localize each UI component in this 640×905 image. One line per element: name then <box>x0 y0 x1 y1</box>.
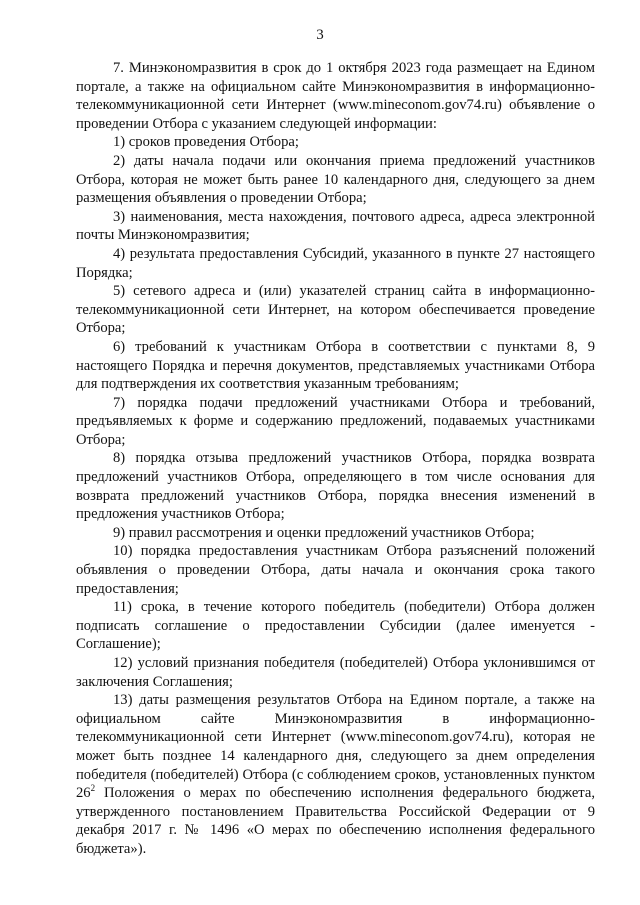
list-item-7: 7) порядка подачи предложений участниками Отбора и требований, предъявляемых к форме и содержанию предложений, подаваемых участниками Отбора; <box>76 394 595 448</box>
list-item-2: 2) даты начала подачи или окончания приема предложений участников Отбора, которая не может быть ранее 10 календарного дня, следующего за днем размещения объявления о проведении Отбора; <box>76 152 595 207</box>
list-item-11: 11) срока, в течение которого победитель (победители) Отбора должен подписать соглашение о предоставлении Субсидии (далее именуется - Соглашение); <box>76 599 595 653</box>
list-item-13-text-after: Положения о мерах по обеспечению исполнения федерального бюджета, утвержденного постановлением Правительства Российской Федерации от 9 декабря 2017 г. № 1496 «О мерах по обеспечению исполнения федерального бюджета»). <box>76 785 595 857</box>
list-item-13-superscript: 2 <box>90 783 96 794</box>
document-body <box>76 59 595 859</box>
list-item-12: 12) условий признания победителя (победителей) Отбора уклонившимся от заключения Соглашения; <box>76 655 595 690</box>
list-item-1: 1) сроков проведения Отбора; <box>113 134 299 151</box>
list-item-8: 8) порядка отзыва предложений участников Отбора, порядка возврата предложений участников Отбора, определяющего в том числе основания для возврата предложений участников Отбора, порядка внесения изменений в предложения участников Отбора; <box>76 450 595 523</box>
page-number: 3 <box>316 27 324 43</box>
list-item-13-text-before: 13) даты размещения результатов Отбора на Едином портале, а также на официальном сайте Минэкономразвития в информационно-телекоммуникационной сети Интернет (www.mineconom.gov74.ru), которая не может быть позднее 14 календарного дня, следующего за днем определения победителя (победителей) Отбора (с соблюдением сроков, установленных пунктом 26 <box>76 692 595 802</box>
list-item-4: 4) результата предоставления Субсидий, указанного в пункте 27 настоящего Порядка; <box>76 245 595 281</box>
list-item-6: 6) требований к участникам Отбора в соответствии с пунктами 8, 9 настоящего Порядка и перечня документов, представляемых участниками Отбора для подтверждения их соответствия указанным требованиям; <box>76 338 595 393</box>
paragraph-7: 7. Минэкономразвития в срок до 1 октября 2023 года размещает на Едином портале, а также на официальном сайте Минэкономразвития в информационно-телекоммуникационной сети Интернет (www.mineconom.gov74.ru) объявление о проведении Отбора с указанием следующей информации: <box>76 60 595 132</box>
list-item-10: 10) порядка предоставления участникам Отбора разъяснений положений объявления о проведении Отбора, даты начала и окончания срока такого предоставления; <box>76 543 595 597</box>
list-item-9: 9) правил рассмотрения и оценки предложений участников Отбора; <box>113 524 535 541</box>
list-item-13 <box>76 691 595 858</box>
list-item-5: 5) сетевого адреса и (или) указателей страниц сайта в информационно-телекоммуникационной сети Интернет, на котором обеспечивается проведение Отбора; <box>76 283 595 337</box>
list-item-3: 3) наименования, места нахождения, почтового адреса, адреса электронной почты Минэкономразвития; <box>76 208 595 244</box>
